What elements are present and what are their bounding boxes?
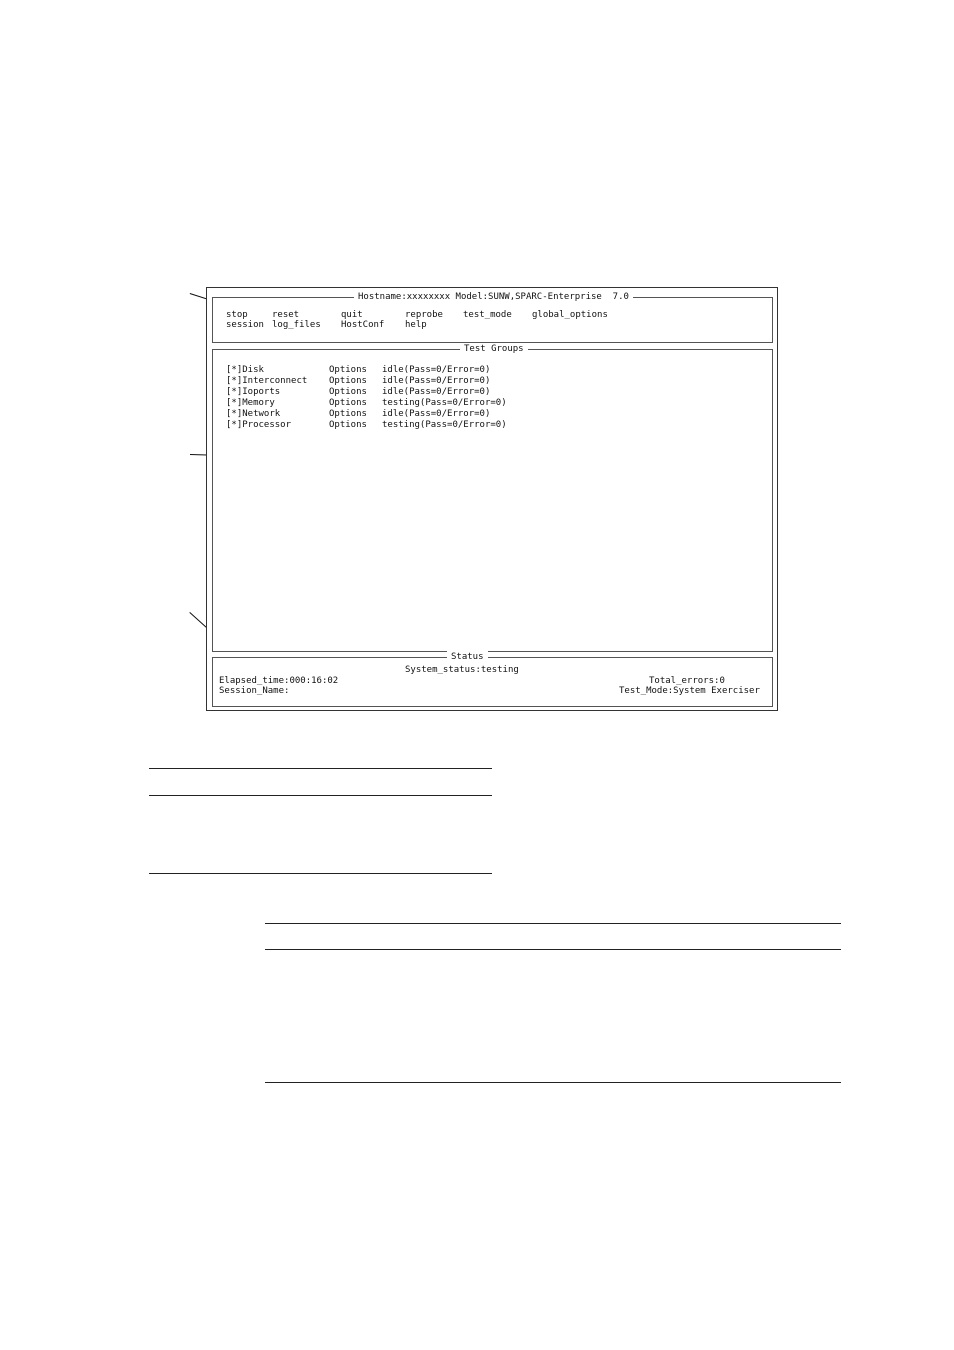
elapsed-time: Elapsed_time:000:16:02 [219,676,339,686]
test-group-status: testing(Pass=0/Error=0) [382,398,507,408]
test-group-memory[interactable]: [*]Memory [226,398,275,408]
session-name: Session_Name: [219,686,290,696]
test-groups-title: Test Groups [460,343,528,355]
menu-hostconf[interactable]: HostConf [341,320,385,330]
test-group-row [226,376,626,387]
test-group-options[interactable]: Options [329,398,367,408]
test-group-row [226,365,626,376]
menu-reset[interactable]: reset [272,310,300,320]
menu-help[interactable]: help [405,320,427,330]
test-group-status: idle(Pass=0/Error=0) [382,387,491,397]
test-group-options[interactable]: Options [329,365,367,375]
menu-session[interactable]: session [226,320,264,330]
table-rule [265,923,841,924]
test-group-network[interactable]: [*]Network [226,409,281,419]
table-rule [149,873,492,874]
menu-stop[interactable]: stop [226,310,248,320]
menu-test-mode[interactable]: test_mode [463,310,512,320]
menu-panel [212,292,773,343]
test-group-row [226,398,626,409]
menu-reprobe[interactable]: reprobe [405,310,443,320]
test-groups-panel [212,344,773,652]
sunvts-tty-screen [206,287,778,711]
test-group-ioports[interactable]: [*]Ioports [226,387,281,397]
table-rule [149,768,492,769]
table-rule [265,949,841,950]
test-group-row [226,409,626,420]
test-group-options[interactable]: Options [329,420,367,430]
test-group-options[interactable]: Options [329,409,367,419]
test-group-status: testing(Pass=0/Error=0) [382,420,507,430]
menu-global-options[interactable]: global_options [532,310,608,320]
test-group-status: idle(Pass=0/Error=0) [382,409,491,419]
test-group-options[interactable]: Options [329,387,367,397]
test-mode: Test_Mode:System Exerciser [619,686,760,696]
test-group-disk[interactable]: [*]Disk [226,365,264,375]
menu-quit[interactable]: quit [341,310,363,320]
status-panel [212,652,773,707]
table-rule [265,1082,841,1083]
test-group-status: idle(Pass=0/Error=0) [382,365,491,375]
menu-log-files[interactable]: log_files [272,320,321,330]
table-rule [149,795,492,796]
host-title: Hostname:xxxxxxxx Model:SUNW,SPARC-Enterprise 7.0 [354,291,633,303]
test-group-row [226,387,626,398]
test-group-status: idle(Pass=0/Error=0) [382,376,491,386]
system-status: System_status:testing [405,665,519,675]
test-group-options[interactable]: Options [329,376,367,386]
total-errors: Total_errors:0 [649,676,725,686]
test-group-interconnect[interactable]: [*]Interconnect [226,376,308,386]
status-title: Status [447,651,488,663]
test-group-row [226,420,626,431]
test-group-processor[interactable]: [*]Processor [226,420,292,430]
